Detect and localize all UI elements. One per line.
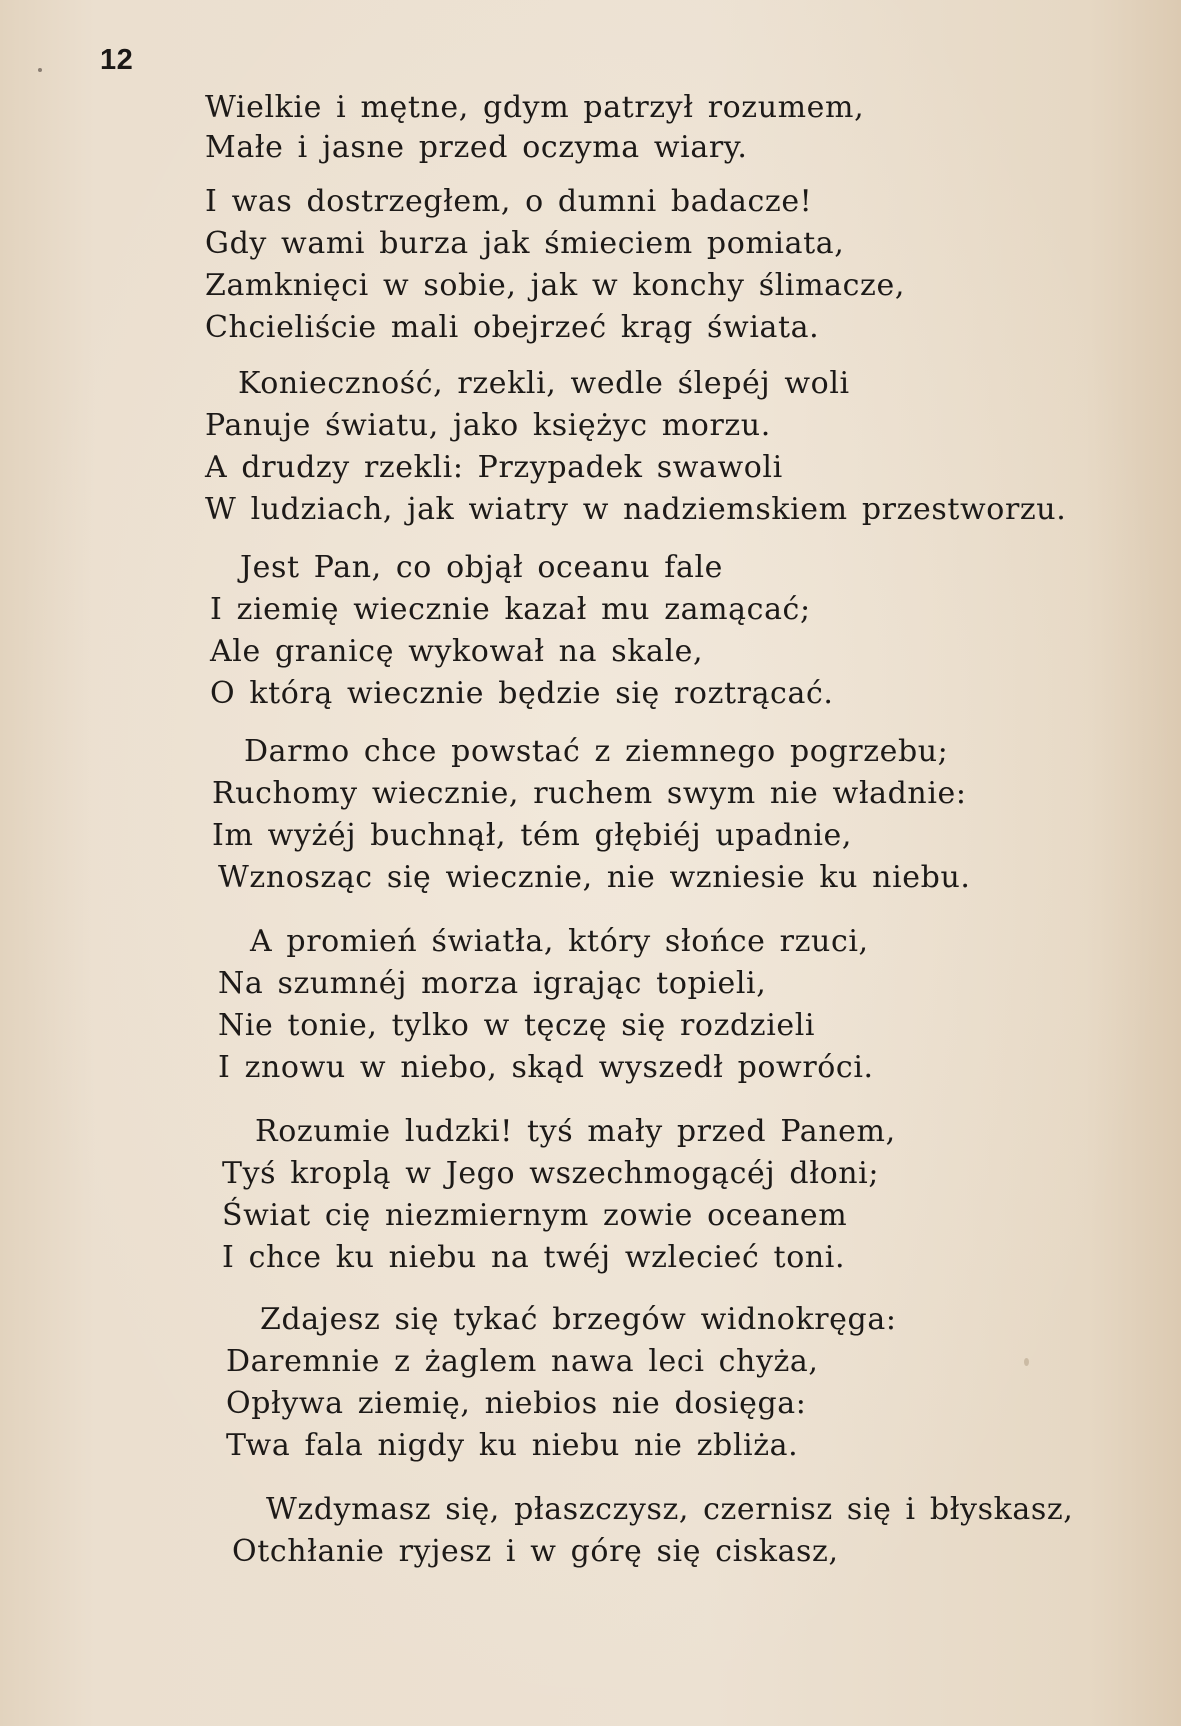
- poem-line: Twa fala nigdy ku niebu nie zbliża.: [226, 1428, 799, 1463]
- poem-line: Otchłanie ryjesz i w górę się ciskasz,: [232, 1534, 839, 1569]
- poem-line: Chcieliście mali obejrzeć krąg świata.: [205, 310, 820, 345]
- paper-speck: [1024, 1358, 1029, 1366]
- poem-line: Im wyżéj buchnął, tém głębiéj upadnie,: [212, 818, 853, 853]
- poem-line: I znowu w niebo, skąd wyszedł powróci.: [218, 1050, 874, 1085]
- poem-line: Gdy wami burza jak śmieciem pomiata,: [205, 226, 845, 261]
- poem-line: A promień światła, który słońce rzuci,: [250, 924, 869, 959]
- poem-line: I was dostrzegłem, o dumni badacze!: [205, 184, 813, 219]
- poem-line: Świat cię niezmiernym zowie oceanem: [222, 1198, 848, 1233]
- poem-line: Zdajesz się tykać brzegów widnokręga:: [260, 1302, 897, 1337]
- poem-line: Opływa ziemię, niebios nie dosięga:: [226, 1386, 807, 1421]
- poem-line: Wznosząc się wiecznie, nie wzniesie ku niebu.: [218, 860, 971, 895]
- poem-line: Małe i jasne przed oczyma wiary.: [205, 130, 748, 165]
- poem-line: Ruchomy wiecznie, ruchem swym nie władnie:: [212, 776, 967, 811]
- poem-line: Wzdymasz się, płaszczysz, czernisz się i błyskasz,: [266, 1492, 1074, 1527]
- page-number: 12: [100, 44, 134, 76]
- poem-line: Na szumnéj morza igrając topieli,: [218, 966, 767, 1001]
- poem-line: Tyś kroplą w Jego wszechmogącéj dłoni;: [222, 1156, 880, 1191]
- poem-line: Jest Pan, co objął oceanu fale: [240, 550, 724, 585]
- poem-line: Panuje światu, jako księżyc morzu.: [205, 408, 771, 443]
- poem-line: Darmo chce powstać z ziemnego pogrzebu;: [244, 734, 949, 769]
- poem-line: Zamknięci w sobie, jak w konchy ślimacze,: [205, 268, 905, 303]
- poem-line: Daremnie z żaglem nawa leci chyża,: [226, 1344, 819, 1379]
- poem-line: Konieczność, rzekli, wedle ślepéj woli: [238, 366, 850, 401]
- poem-line: I ziemię wiecznie kazał mu zamącać;: [210, 592, 811, 627]
- poem-line: A drudzy rzekli: Przypadek swawoli: [205, 450, 783, 485]
- poem-line: I chce ku niebu na twéj wzlecieć toni.: [222, 1240, 846, 1275]
- poem-line: W ludziach, jak wiatry w nadziemskiem przestworzu.: [205, 492, 1067, 527]
- poem-line: Wielkie i mętne, gdym patrzył rozumem,: [205, 90, 865, 125]
- margin-speck: [38, 68, 42, 72]
- poem-line: O którą wiecznie będzie się roztrącać.: [210, 676, 834, 711]
- poem-line: Rozumie ludzki! tyś mały przed Panem,: [255, 1114, 896, 1149]
- poem-line: Ale granicę wykował na skale,: [210, 634, 704, 669]
- poem-line: Nie tonie, tylko w tęczę się rozdzieli: [218, 1008, 816, 1043]
